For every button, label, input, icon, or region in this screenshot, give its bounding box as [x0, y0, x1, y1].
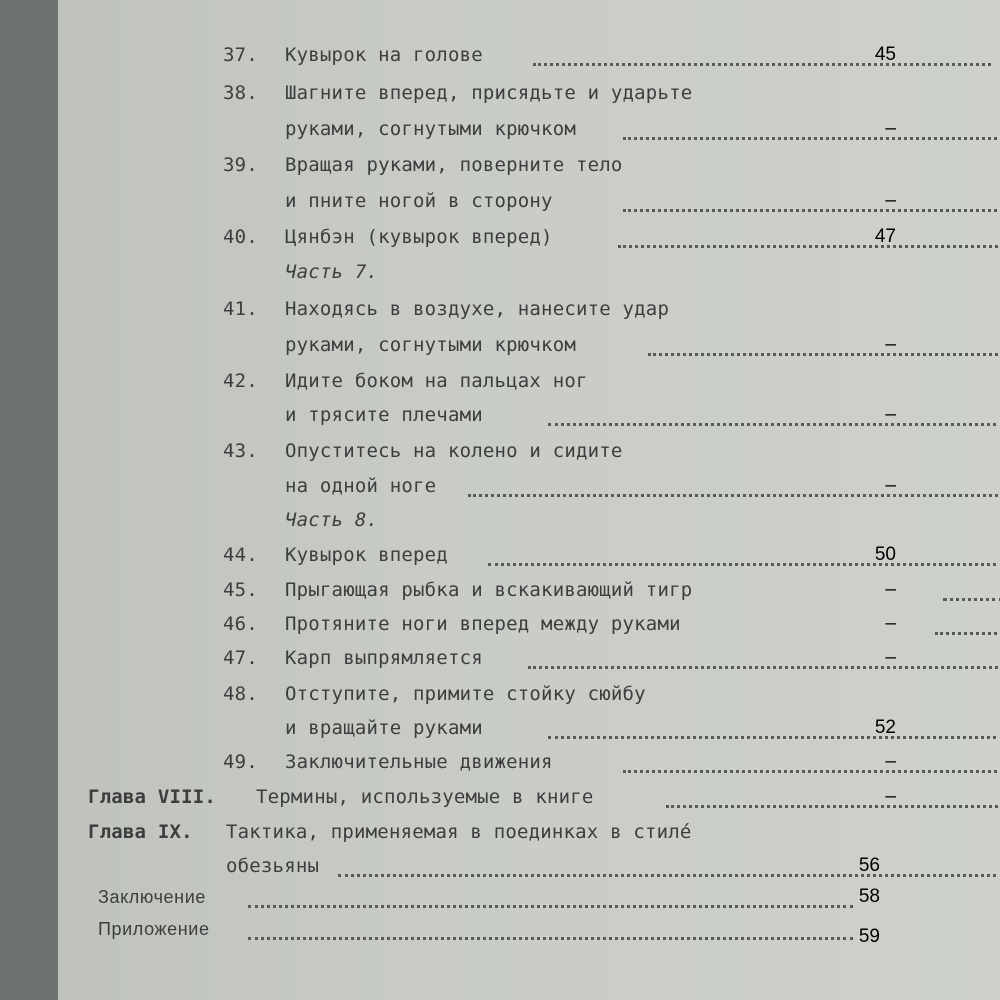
entry-title: Вращая руками, поверните тело — [285, 154, 623, 176]
entry-title: Протяните ноги вперед между руками — [285, 613, 681, 635]
entry-page: – — [885, 475, 896, 496]
entry-page: 59 — [858, 926, 880, 947]
entry-number: 46. — [223, 613, 258, 635]
dot-leader — [666, 771, 1000, 808]
dot-leader — [548, 702, 1000, 739]
entry-title: Кувырок на голове — [285, 44, 483, 66]
chapter-title: Термины, используемые в книге — [256, 786, 594, 808]
entry-number: 38. — [223, 82, 258, 104]
entry-number: 49. — [223, 751, 258, 773]
entry-page: 58 — [858, 886, 880, 907]
entry-title: Заключительные движения — [285, 751, 553, 773]
entry-number: 45. — [223, 579, 258, 601]
entry-page: – — [885, 751, 896, 772]
entry-page: – — [885, 613, 896, 634]
entry-title: Шагните вперед, присядьте и ударьте — [285, 82, 693, 104]
dot-leader — [248, 903, 853, 940]
toc-entry-continued — [223, 328, 903, 362]
dot-leader — [468, 460, 1000, 497]
entry-page: 52 — [874, 717, 896, 738]
part-heading: Часть 7. — [285, 261, 379, 283]
chapter-entry — [88, 780, 903, 814]
entry-title: и трясите плечами — [285, 404, 483, 426]
entry-page: – — [885, 647, 896, 668]
dot-leader — [943, 564, 1000, 601]
dot-leader — [623, 736, 1000, 773]
entry-number: 47. — [223, 647, 258, 669]
entry-title: руками, согнутыми крючком — [285, 334, 576, 356]
entry-page: – — [885, 579, 896, 600]
entry-number: 42. — [223, 370, 258, 392]
part-heading: Часть 8. — [285, 509, 379, 531]
entry-title: Опуститесь на колено и сидите — [285, 440, 623, 462]
chapter-label: Глава IX. — [88, 821, 193, 843]
entry-number: 41. — [223, 298, 258, 320]
dot-leader — [623, 175, 1000, 212]
entry-title: Прыгающая рыбка и вскакивающий тигр — [285, 579, 693, 601]
dot-leader — [935, 598, 1000, 635]
toc-entry-continued — [223, 469, 903, 503]
entry-title: и пните ногой в сторону — [285, 190, 553, 212]
entry-title: Идите боком на пальцах ног — [285, 370, 588, 392]
entry-title: Отступите, примите стойку сюйбу — [285, 683, 646, 705]
dot-leader — [533, 29, 991, 66]
entry-title: и вращайте руками — [285, 717, 483, 739]
dot-leader — [648, 319, 1000, 356]
chapter-title: Тактика, применяемая в поединках в стилé — [226, 821, 692, 843]
entry-page: 56 — [858, 855, 880, 876]
entry-page: – — [885, 334, 896, 355]
entry-title: на одной ноге — [285, 475, 437, 497]
toc-entry — [223, 573, 903, 607]
entry-page: – — [885, 118, 896, 139]
back-matter-title: Приложение — [98, 919, 210, 939]
toc-entry — [223, 538, 903, 572]
toc-entry-continued — [223, 112, 903, 146]
dot-leader — [528, 632, 1000, 669]
toc-entry — [223, 641, 903, 675]
entry-title: Кувырок вперед — [285, 544, 448, 566]
dot-leader — [548, 389, 1000, 426]
entry-number: 48. — [223, 683, 258, 705]
toc-entry — [223, 220, 903, 254]
entry-page: 47 — [874, 226, 896, 247]
entry-number: 43. — [223, 440, 258, 462]
chapter-title: обезьяны — [226, 855, 320, 877]
entry-title: Цянбэн (кувырок вперед) — [285, 226, 553, 248]
dot-leader — [488, 529, 1000, 566]
dot-leader — [623, 103, 1000, 140]
entry-page: 50 — [874, 544, 896, 565]
back-matter-entry — [98, 912, 898, 946]
entry-number: 37. — [223, 44, 258, 66]
toc-entry — [223, 38, 903, 72]
entry-title: руками, согнутыми крючком — [285, 118, 576, 140]
entry-page: 45 — [874, 44, 896, 65]
back-matter-title: Заключение — [98, 887, 206, 907]
entry-title: Карп выпрямляется — [285, 647, 483, 669]
entry-page: – — [885, 786, 896, 807]
entry-number: 40. — [223, 226, 258, 248]
book-page — [58, 0, 1000, 1000]
entry-number: 44. — [223, 544, 258, 566]
toc-entry-continued — [223, 398, 903, 432]
entry-title: Находясь в воздухе, нанесите удар — [285, 298, 670, 320]
entry-page: – — [885, 190, 896, 211]
chapter-label: Глава VIII. — [88, 786, 217, 808]
dot-leader — [618, 211, 1000, 248]
entry-page: – — [885, 404, 896, 425]
entry-number: 39. — [223, 154, 258, 176]
